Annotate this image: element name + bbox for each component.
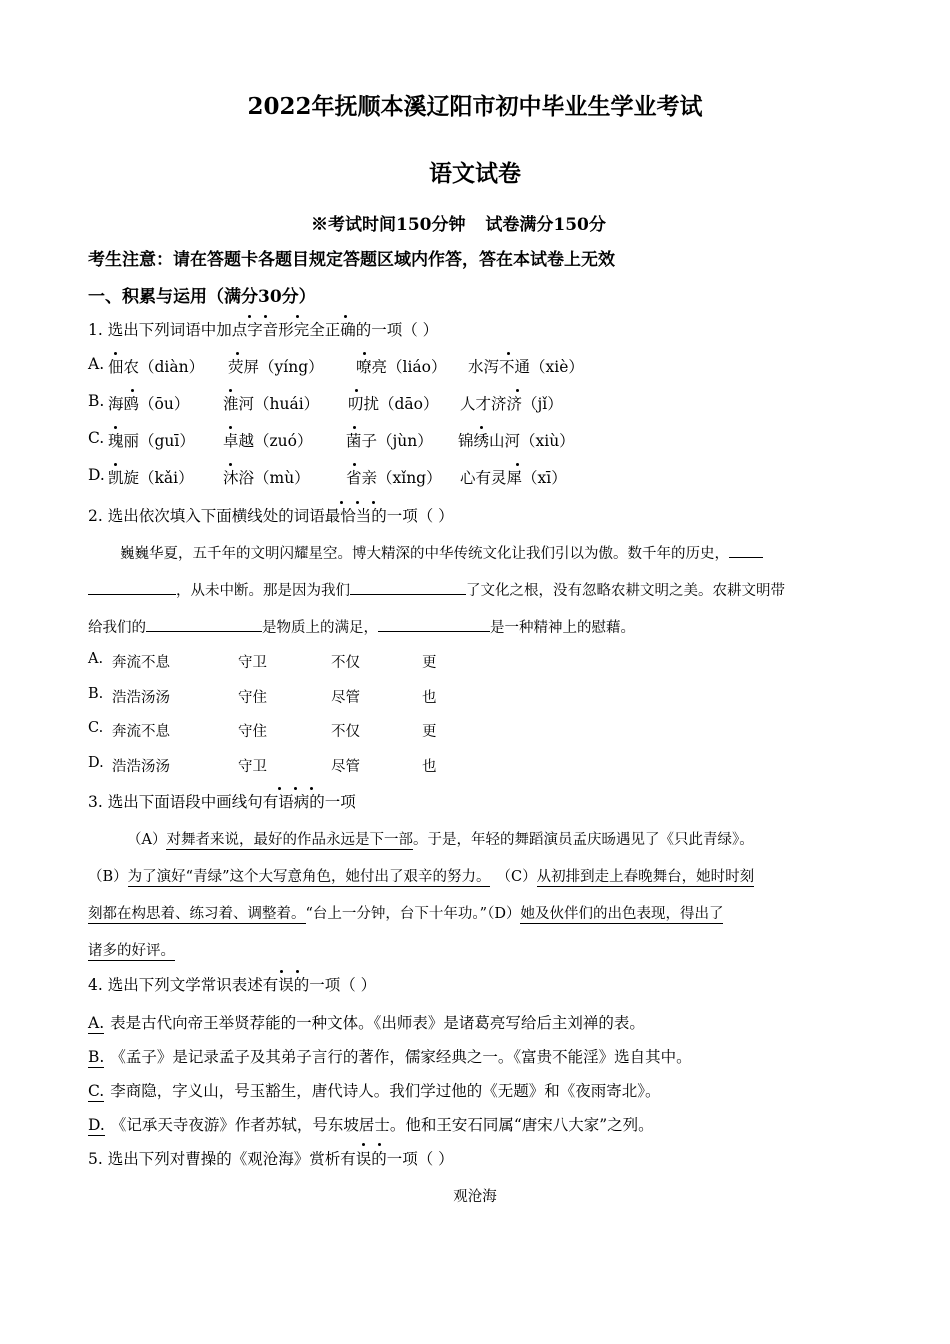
emphasis-dot xyxy=(340,501,343,504)
q4-a-text: 表是古代向帝王举贤荐能的一种文体。《出师表》是诸葛亮写给后主刘禅的表。 xyxy=(110,1014,645,1032)
q3-c-sentence-part2: 刻都在构思着、练习着、调整着。 xyxy=(88,906,306,922)
emphasis-dot xyxy=(362,1143,365,1146)
q3-b-label: （B） xyxy=(88,869,128,885)
q2-passage-line2 xyxy=(88,579,785,600)
poem-title: 观沧海 xyxy=(453,1189,497,1205)
q1-b-label: B. xyxy=(88,392,105,410)
q2-stem: 2. 选出依次填入下面横线处的词语最恰当的一项（ ） xyxy=(88,507,454,525)
q1-c-item2: 卓越（zuó） xyxy=(223,432,313,450)
q4-b-label: B. xyxy=(88,1048,105,1066)
q1-c-item4: 锦绣山河（xiù） xyxy=(458,432,575,450)
q2-passage-text1: 巍巍华夏，五千年的文明闪耀星空。博大精深的中华传统文化让我们引以为傲。数千年的历史， xyxy=(120,546,729,562)
q3-line1 xyxy=(127,828,754,849)
q2-b-item4: 也 xyxy=(422,690,437,706)
q3-after-a: 。于是，年轻的舞蹈演员孟庆旸遇见了《只此青绿》。 xyxy=(412,832,754,848)
q2-c-label: C. xyxy=(88,720,104,736)
emphasis-dot xyxy=(480,426,483,429)
q3-line4 xyxy=(88,939,175,960)
q1-a-item1: 佃农（diàn） xyxy=(108,358,205,376)
answer-blank xyxy=(146,617,262,632)
answer-blank xyxy=(350,580,466,595)
q1-b-item3: 叨扰（dāo） xyxy=(348,395,439,413)
q4-stem: 4. 选出下列文学常识表述有误的一项（ ） xyxy=(88,976,377,994)
q1-c-item1: 瑰丽（guī） xyxy=(108,432,195,450)
q2-passage-text3a: 给我们的 xyxy=(88,620,146,636)
paper-subtitle: 语文试卷 xyxy=(429,160,521,187)
q3-line2 xyxy=(88,865,754,886)
exam-title: 2022年抚顺本溪辽阳市初中毕业生学业考试 xyxy=(247,93,703,120)
q4-d-text: 《记承天寺夜游》作者苏轼，号东坡居士。他和王安石同属“唐宋八大家”之列。 xyxy=(110,1116,654,1134)
q2-c-item4: 更 xyxy=(422,724,437,740)
q4-c-label: C. xyxy=(88,1082,105,1100)
exam-info: ※考试时间150分钟 试卷满分150分 xyxy=(311,215,606,235)
q1-stem-text: 1. 选出下列词语中加点字音形完全正确的一项（ ） xyxy=(88,321,439,339)
q2-b-label: B. xyxy=(88,686,104,702)
q4-option-b xyxy=(88,1045,692,1067)
emphasis-dot xyxy=(516,389,519,392)
emphasis-dot xyxy=(248,315,251,318)
emphasis-dot xyxy=(264,315,267,318)
q2-d-item1: 浩浩汤汤 xyxy=(112,759,170,775)
emphasis-dot xyxy=(114,426,117,429)
q4-a-label: A. xyxy=(88,1014,105,1032)
q2-a-item4: 更 xyxy=(422,655,437,671)
q3-stem: 3. 选出下面语段中画线句有语病的一项 xyxy=(88,793,356,811)
q2-passage-text3b: 是物质上的满足， xyxy=(262,620,378,636)
q4-d-label: D. xyxy=(88,1116,105,1134)
emphasis-dot xyxy=(114,352,117,355)
q1-stem xyxy=(88,318,438,340)
emphasis-dot xyxy=(344,315,347,318)
q2-d-item2: 守卫 xyxy=(238,759,267,775)
q2-d-label: D. xyxy=(88,755,104,771)
q1-d-item2: 沐浴（mù） xyxy=(223,469,310,487)
answer-blank xyxy=(378,617,490,632)
emphasis-dot xyxy=(229,463,232,466)
q2-passage-line1 xyxy=(120,542,763,563)
candidate-notice: 考生注意：请在答题卡各题目规定答题区域内作答，答在本试卷上无效 xyxy=(88,250,615,270)
q3-a-sentence: 对舞者来说，最好的作品永远是下一部 xyxy=(166,832,413,848)
q2-c-item1: 奔流不息 xyxy=(112,724,170,740)
q1-b-item1: 海鸥（ōu） xyxy=(108,395,190,413)
q3-a-label: （A） xyxy=(127,832,167,848)
emphasis-dot xyxy=(372,501,375,504)
q1-d-label: D. xyxy=(88,466,105,484)
q2-c-item2: 守住 xyxy=(238,724,267,740)
emphasis-dot xyxy=(236,352,239,355)
q2-a-item1: 奔流不息 xyxy=(112,655,170,671)
q1-a-item2: 荧屏（yíng） xyxy=(228,358,324,376)
q2-c-item3: 不仅 xyxy=(331,724,360,740)
emphasis-dot xyxy=(229,389,232,392)
emphasis-dot xyxy=(507,352,510,355)
emphasis-dot xyxy=(353,463,356,466)
q1-d-item4: 心有灵犀（xī） xyxy=(460,469,567,487)
q2-passage-text3c: 是一种精神上的慰藉。 xyxy=(490,620,635,636)
q1-a-item4: 水泻不通（xiè） xyxy=(468,358,584,376)
q2-a-item2: 守卫 xyxy=(238,655,267,671)
emphasis-dot xyxy=(114,463,117,466)
q4-option-c xyxy=(88,1079,661,1101)
q3-d-sentence-part1: 她及伙伴们的出色表现，得出了 xyxy=(520,906,724,922)
emphasis-dot xyxy=(356,501,359,504)
q4-option-a xyxy=(88,1011,645,1033)
emphasis-dot xyxy=(378,1143,381,1146)
q2-passage-text2b: 了文化之根，没有忽略农耕文明之美。农耕文明带 xyxy=(466,583,785,599)
q2-d-item3: 尽管 xyxy=(331,759,360,775)
emphasis-dot xyxy=(229,426,232,429)
q1-a-item3: 嘹亮（liáo） xyxy=(356,358,447,376)
q3-d-label: （D） xyxy=(487,906,521,922)
q1-b-item2: 淮河（huái） xyxy=(223,395,320,413)
q1-a-label: A. xyxy=(88,355,105,373)
q5-stem: 5. 选出下列对曹操的《观沧海》赏析有误的一项（ ） xyxy=(88,1150,454,1168)
q1-b-item4: 人才济济（jǐ） xyxy=(460,395,563,413)
q3-mid-text: “台上一分钟，台下十年功。” xyxy=(305,906,488,922)
q1-d-item3: 省亲（xǐng） xyxy=(346,469,442,487)
emphasis-dot xyxy=(131,389,134,392)
emphasis-dot xyxy=(355,389,358,392)
q4-c-text: 李商隐，字义山，号玉豁生，唐代诗人。我们学过他的《无题》和《夜雨寄北》。 xyxy=(110,1082,661,1100)
q3-d-sentence-part2: 诸多的好评。 xyxy=(88,943,175,959)
q2-b-item3: 尽管 xyxy=(331,690,360,706)
emphasis-dot xyxy=(363,352,366,355)
q2-b-item2: 守住 xyxy=(238,690,267,706)
q1-c-label: C. xyxy=(88,429,105,447)
section-heading: 一、积累与运用（满分30分） xyxy=(88,287,316,307)
q2-b-item1: 浩浩汤汤 xyxy=(112,690,170,706)
q3-c-sentence-part1: 从初排到走上春晚舞台，她时时刻 xyxy=(536,869,755,885)
q2-passage-text2a: ，从未中断。那是因为我们 xyxy=(176,583,350,599)
q4-b-text: 《孟子》是记录孟子及其弟子言行的著作，儒家经典之一。《富贵不能淫》选自其中。 xyxy=(110,1048,692,1066)
q2-passage-line3 xyxy=(88,616,635,637)
q3-c-label: （C） xyxy=(496,869,537,885)
q2-a-label: A. xyxy=(88,651,104,667)
q3-b-sentence: 为了演好“青绿”这个大写意角色，她付出了艰辛的努力。 xyxy=(127,869,491,885)
emphasis-dot xyxy=(296,315,299,318)
q4-option-d xyxy=(88,1113,654,1135)
q1-d-item1: 凯旋（kǎi） xyxy=(108,469,194,487)
q3-line3 xyxy=(88,902,723,923)
q2-a-item3: 不仅 xyxy=(331,655,360,671)
emphasis-dot xyxy=(516,463,519,466)
emphasis-dot xyxy=(353,426,356,429)
q2-d-item4: 也 xyxy=(422,759,437,775)
q1-c-item3: 菌子（jùn） xyxy=(346,432,433,450)
answer-blank xyxy=(729,543,763,558)
answer-blank xyxy=(88,580,176,595)
